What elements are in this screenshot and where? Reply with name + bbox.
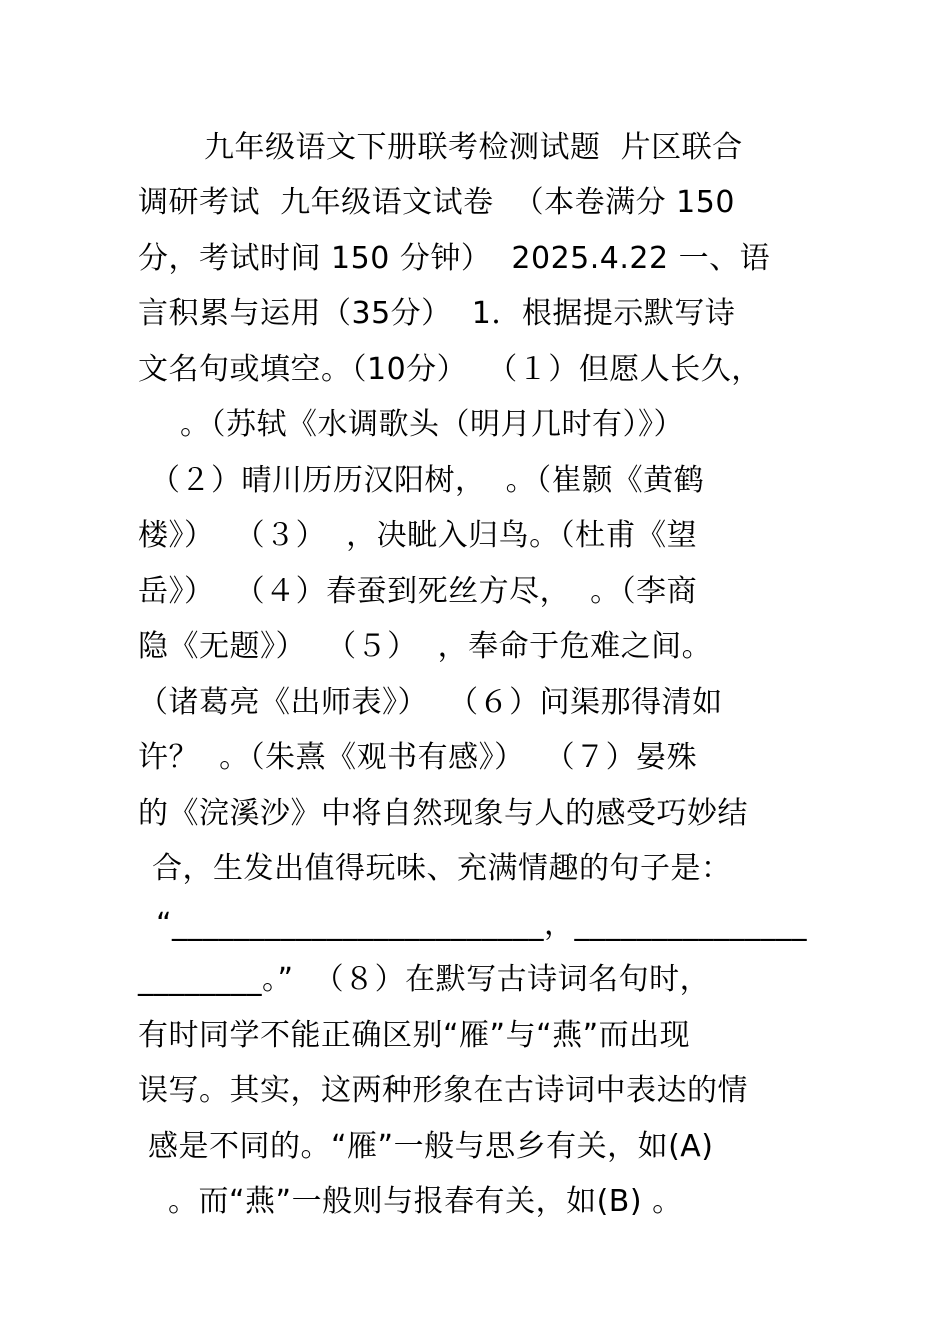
text-line-6: 。（苏轼《水调歌头（明月几时有）》） [180,407,684,442]
text-line-12: 许？ 。（朱熹《观书有感》） （７）晏殊 [138,740,698,775]
text-line-2: 调研考试 九年级语文试卷 （本卷满分 150 [138,185,735,220]
text-line-20: 。而“燕”一般则与报春有关，如(B) 。 [168,1184,683,1219]
text-line-15: “________________________，_______________ [156,907,808,942]
text-line-11: （诸葛亮《出师表》） （６）问渠那得清如 [138,685,723,720]
text-line-14: 合，生发出值得玩味、充满情趣的句子是： [152,851,732,886]
text-line-5: 文名句或填空。（10分） （１）但愿人长久， [138,352,762,387]
text-line-18: 误写。其实，这两种形象在古诗词中表达的情 [138,1073,748,1108]
text-line-13: 的《浣溪沙》中将自然现象与人的感受巧妙结 [138,796,748,831]
text-line-3: 分，考试时间 150 分钟） 2025.4.22 一、语 [138,241,771,276]
text-line-4: 言积累与运用（35分） 1．根据提示默写诗 [138,296,736,331]
text-line-9: 岳》） （４）春蚕到死丝方尽， 。（李商 [138,574,698,609]
text-line-8: 楼》） （３） ，决眦入归鸟。（杜甫《望 [138,518,698,553]
text-line-7: （２）晴川历历汉阳树， 。（崔颢《黄鹤 [150,463,705,498]
text-line-10: 隐《无题》） （５） ，奉命于危难之间。 [138,629,713,664]
text-line-19: 感是不同的。“雁”一般与思乡有关，如(A) [148,1129,714,1164]
text-line-16: ________。” （８）在默写古诗词名句时， [138,962,711,997]
text-line-17: 有时同学不能正确区别“雁”与“燕”而出现 [138,1018,691,1053]
text-line-1: 九年级语文下册联考检测试题 片区联合 [204,130,743,165]
